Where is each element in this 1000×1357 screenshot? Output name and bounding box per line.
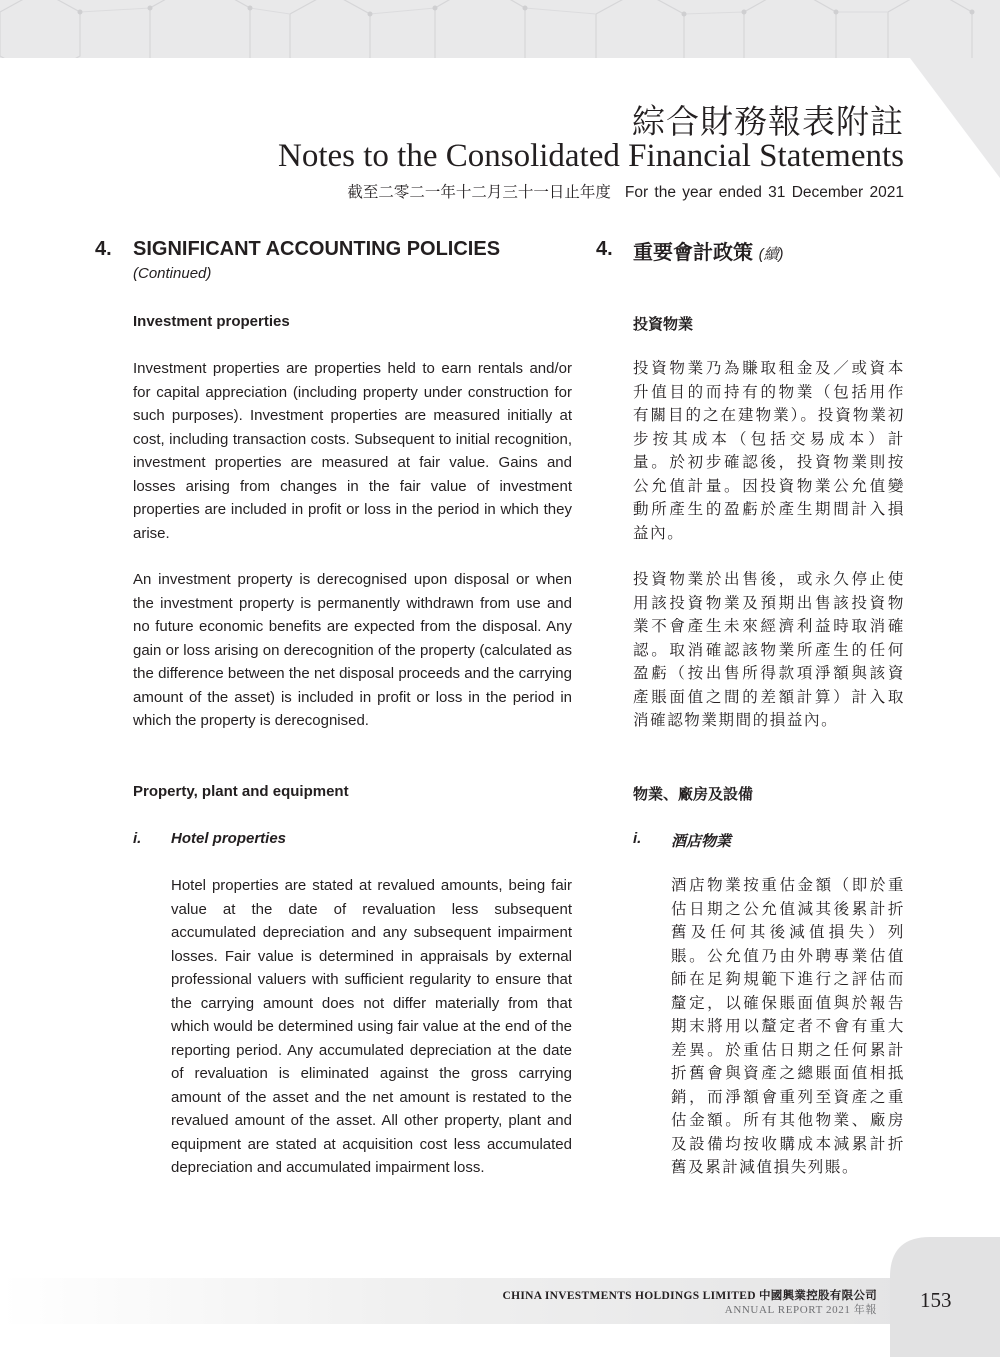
corner-shape-top bbox=[910, 58, 1000, 178]
hotel-marker-en: i. bbox=[133, 830, 142, 847]
section-continued-en: (Continued) bbox=[133, 265, 212, 282]
section-title-cn bbox=[633, 236, 784, 265]
section-number-cn: 4. bbox=[596, 238, 613, 260]
ppe-heading-cn: 物業、廠房及設備 bbox=[633, 786, 754, 803]
page-number: 153 bbox=[920, 1288, 952, 1312]
hotel-marker-cn: i. bbox=[633, 830, 642, 847]
hotel-properties-paragraph-en: Hotel properties are stated at revalued amounts, being fair value at the date of revaluation less subsequent accumulated depreciation and any subsequent impairment losses. Fair value is determined in appraisals by external professional valuers with sufficient regularity to ensure that the carrying amount does not differ materially from that which would be determined using fair value at the end of the reporting period. Any accumulated depreciation at the date of revaluation is eliminated against the gross carrying amount of the asset and the net amount is restated to the revalued amount of the asset. All other property, plant and equipment are stated at acquisition cost less accumulated depreciation and accumulated impairment loss. bbox=[171, 877, 572, 1176]
page-title-english: Notes to the Consolidated Financial Statements bbox=[278, 138, 904, 174]
hotel-properties-heading-cn: 酒店物業 bbox=[671, 833, 732, 850]
section-number-en: 4. bbox=[95, 238, 112, 260]
investment-properties-paragraph-2-en: An investment property is derecognised upon disposal or when the investment property is permanently withdrawn from use and no future economic benefits are expected from the disposal. Any gain or loss arising on derecognition of the property (calculated as the difference between the net disposal proceeds and the carrying amount of the asset) is included in profit or loss in the period in which the property is derecognised. bbox=[133, 571, 572, 729]
reporting-period bbox=[347, 180, 904, 202]
investment-properties-paragraph-2-cn: 投資物業於出售後，或永久停止使用該投資物業及預期出售該投資物業不會產生未來經濟利益時取消確認。取消確認該物業所產生的任何盈虧（按出售所得款項淨額與該資產賬面值之間的差額計算）計入取消確認物業期間的損益內。 bbox=[633, 571, 905, 729]
investment-properties-paragraph-1-en: Investment properties are properties held to earn rentals and/or for capital appreciation (including property under construction for such purposes). Investment properties are measured initially at cost, including transaction costs. Subsequent to initial recognition, investment properties are measured at fair value. Gains and losses arising from changes in the fair value of investment properties are included in profit or loss in the period in which they arise. bbox=[133, 360, 572, 542]
ppe-heading-en: Property, plant and equipment bbox=[133, 783, 349, 800]
section-continued-cn: (續) bbox=[758, 246, 784, 263]
page-title-chinese: 綜合財務報表附註 bbox=[632, 102, 904, 141]
hotel-properties-paragraph-cn: 酒店物業按重估金額（即於重估日期之公允值減其後累計折舊及任何其後減值損失）列賬。公允值乃由外聘專業估值師在足夠規範下進行之評估而釐定，以確保賬面值與於報告期末將用以釐定者不會有重大差異。於重估日期之任何累計折舊會與資產之總賬面值相抵銷，而淨額會重列至資產之重估金額。所有其他物業、廠房及設備均按收購成本減累計折舊及累計減值損失列賬。 bbox=[671, 877, 905, 1176]
investment-properties-paragraph-1-cn: 投資物業乃為賺取租金及／或資本升值目的而持有的物業（包括用作有關目的之在建物業）。投資物業初步按其成本（包括交易成本）計量。於初步確認後，投資物業則按公允值計量。因投資物業公允值變動所產生的盈虧於產生期間計入損益內。 bbox=[633, 360, 905, 542]
investment-properties-heading-cn: 投資物業 bbox=[633, 316, 694, 333]
header-decorative-band bbox=[0, 0, 1000, 58]
reporting-period-english: For the year ended 31 December 2021 bbox=[624, 184, 904, 201]
hexagon-pattern-graphic bbox=[0, 0, 1000, 58]
section-title-en: SIGNIFICANT ACCOUNTING POLICIES bbox=[133, 238, 501, 260]
reporting-period-chinese: 截至二零二一年十二月三十一日止年度 bbox=[347, 184, 611, 201]
footer-company-name: CHINA INVESTMENTS HOLDINGS LIMITED 中國興業控股有限公司 bbox=[502, 1290, 877, 1302]
investment-properties-heading-en: Investment properties bbox=[133, 313, 290, 330]
section-title-cn-text: 重要會計政策 bbox=[633, 242, 753, 264]
hotel-properties-heading-en: Hotel properties bbox=[171, 830, 287, 847]
footer-report-title: ANNUAL REPORT 2021 年報 bbox=[724, 1304, 877, 1316]
